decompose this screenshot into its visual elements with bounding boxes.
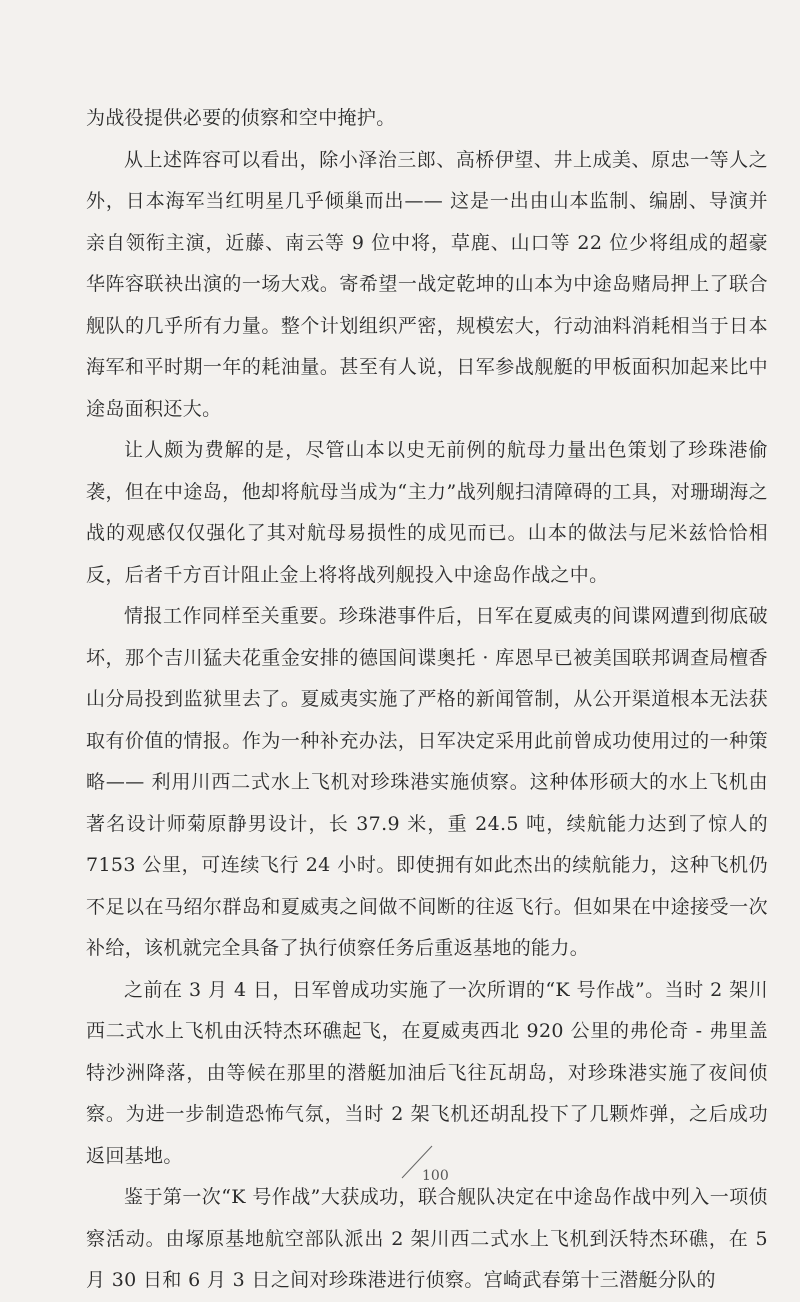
paragraph-5: 之前在 3 月 4 日，日军曾成功实施了一次所谓的“K 号作战”。当时 2 架川西二式水上飞机由沃特杰环礁起飞，在夏威夷西北 920 公里的弗伦奇 - 弗里盖特沙洲降落，由等候在那里的潜艇加油后飞往瓦胡岛，对珍珠港实施了夜间侦察。为进一步制造恐怖气氛，当时 2 架飞机还胡乱投下了几颗炸弹，之后成功返回基地。: [86, 978, 768, 1167]
paragraph-2: 从上述阵容可以看出，除小泽治三郎、高桥伊望、井上成美、原忠一等人之外，日本海军当红明星几乎倾巢而出—— 这是一出由山本监制、编剧、导演并亲自领衔主演，近藤、南云等 9 位中将，草鹿、山口等 22 位少将组成的超豪华阵容联袂出演的一场大戏。寄希望一战定乾坤的山本为中途岛赌局押上了联合舰队的几乎所有力量。整个计划组织严密，规模宏大，行动油料消耗相当于日本海军和平时期一年的耗油量。甚至有人说，日军参战舰艇的甲板面积加起来比中途岛面积还大。: [86, 148, 768, 420]
page-footer: [396, 1140, 456, 1190]
paragraph-1: 为战役提供必要的侦察和空中掩护。: [86, 107, 396, 129]
page-body: [86, 98, 768, 1302]
paragraph-4: 情报工作同样至关重要。珍珠港事件后，日军在夏威夷的间谍网遭到彻底破坏，那个吉川猛夫花重金安排的德国间谍奥托 · 库恩早已被美国联邦调查局檀香山分局投到监狱里去了。夏威夷实施了严格的新闻管制，从公开渠道根本无法获取有价值的情报。作为一种补充办法，日军决定采用此前曾成功使用过的一种策略—— 利用川西二式水上飞机对珍珠港实施侦察。这种体形硕大的水上飞机由著名设计师菊原静男设计，长 37.9 米，重 24.5 吨，续航能力达到了惊人的 7153 公里，可连续飞行 24 小时。即使拥有如此杰出的续航能力，这种飞机仍不足以在马绍尔群岛和夏威夷之间做不间断的往返飞行。但如果在中途接受一次补给，该机就完全具备了执行侦察任务后重返基地的能力。: [86, 605, 768, 959]
page-number: 100: [422, 1168, 449, 1184]
paragraph-3: 让人颇为费解的是，尽管山本以史无前例的航母力量出色策划了珍珠港偷袭，但在中途岛，他却将航母当成为“主力”战列舰扫清障碍的工具，对珊瑚海之战的观感仅仅强化了其对航母易损性的成见而已。山本的做法与尼米兹恰恰相反，后者千方百计阻止金上将将战列舰投入中途岛作战之中。: [86, 439, 768, 586]
paragraph-6: 鉴于第一次“K 号作战”大获成功，联合舰队决定在中途岛作战中列入一项侦察活动。由塚原基地航空部队派出 2 架川西二式水上飞机到沃特杰环礁，在 5 月 30 日和 6 月 3 日之间对珍珠港进行侦察。宫崎武春第十三潜艇分队的: [86, 1186, 768, 1291]
